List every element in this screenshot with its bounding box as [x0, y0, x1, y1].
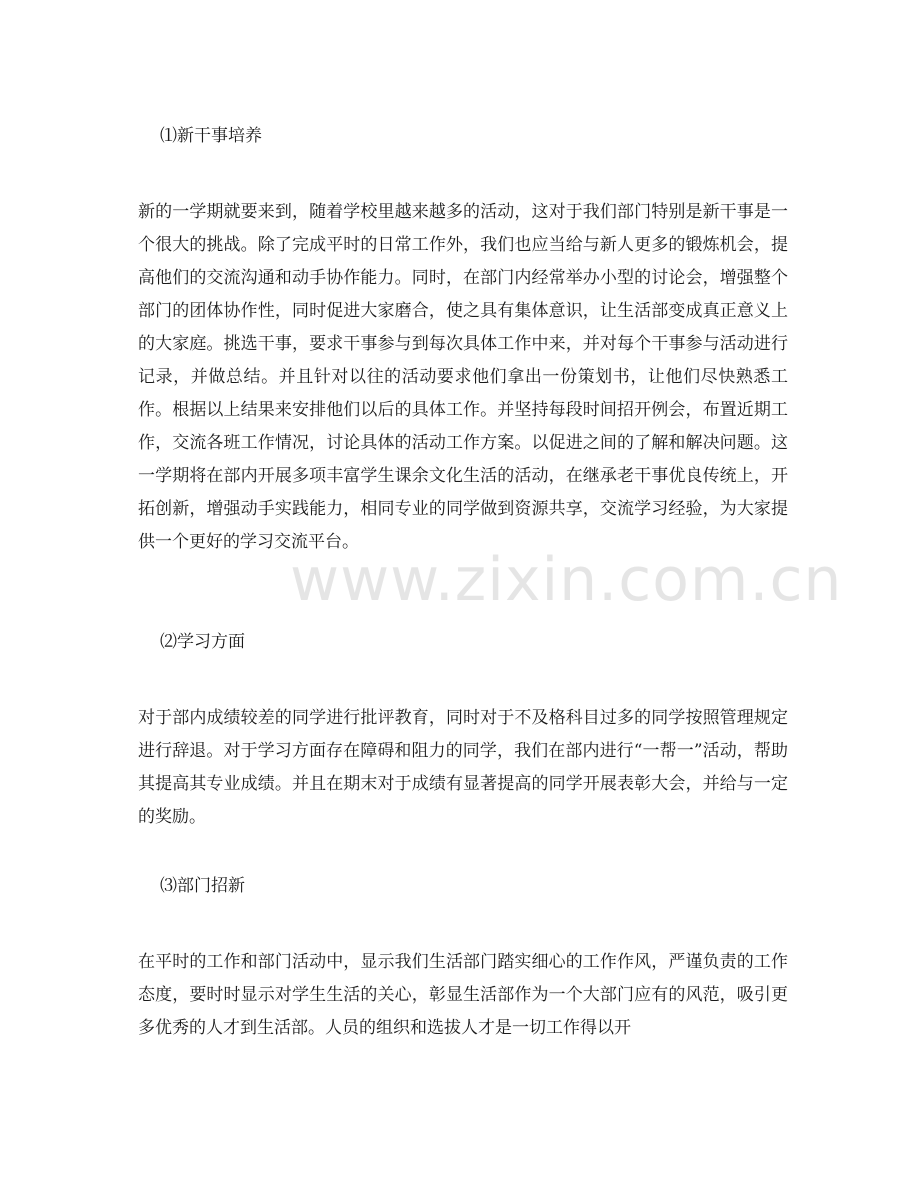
section-body-study: 对于部内成绩较差的同学进行批评教育，同时对于不及格科目过多的同学按照管理规定进行辞退。对于学习方面存在障碍和阻力的同学，我们在部内进行“一帮一”活动，帮助其提高其专业成绩。并且在期末对于成绩有显著提高的同学开展表彰大会，并给与一定的奖励。 [138, 708, 788, 827]
watermark: www.zixin.com.cn [290, 545, 843, 615]
section-heading-new-staff-training: ⑴新干事培养 [160, 126, 262, 146]
section-body-new-staff-training: 新的一学期就要来到，随着学校里越来越多的活动，这对于我们部门特别是新干事是一个很大的挑战。除了完成平时的日常工作外，我们也应当给与新人更多的锻炼机会，提高他们的交流沟通和动手协作能力。同时，在部门内经常举办小型的讨论会，增强整个部门的团体协作性，同时促进大家磨合，使之具有集体意识，让生活部变成真正意义上的大家庭。挑选干事，要求干事参与到每次具体工作中来，并对每个干事参与活动进行记录，并做总结。并且针对以往的活动要求他们拿出一份策划书，让他们尽快熟悉工作。根据以上结果来安排他们以后的具体工作。并坚持每段时间招开例会，布置近期工作，交流各班工作情况，讨论具体的活动工作方案。以促进之间的了解和解决问题。这一学期将在部内开展多项丰富学生课余文化生活的活动，在继承老干事优良传统上，开拓创新，增强动手实践能力，相同专业的同学做到资源共享，交流学习经验，为大家提供一个更好的学习交流平台。 [138, 202, 788, 552]
section-heading-recruitment: ⑶部门招新 [160, 876, 245, 896]
section-body-recruitment: 在平时的工作和部门活动中，显示我们生活部门踏实细心的工作作风，严谨负责的工作态度，要时时显示对学生生活的关心，彰显生活部作为一个大部门应有的风范，吸引更多优秀的人才到生活部。人员的组织和选拔人才是一切工作得以开 [138, 952, 788, 1038]
section-heading-study: ⑵学习方面 [160, 632, 245, 652]
